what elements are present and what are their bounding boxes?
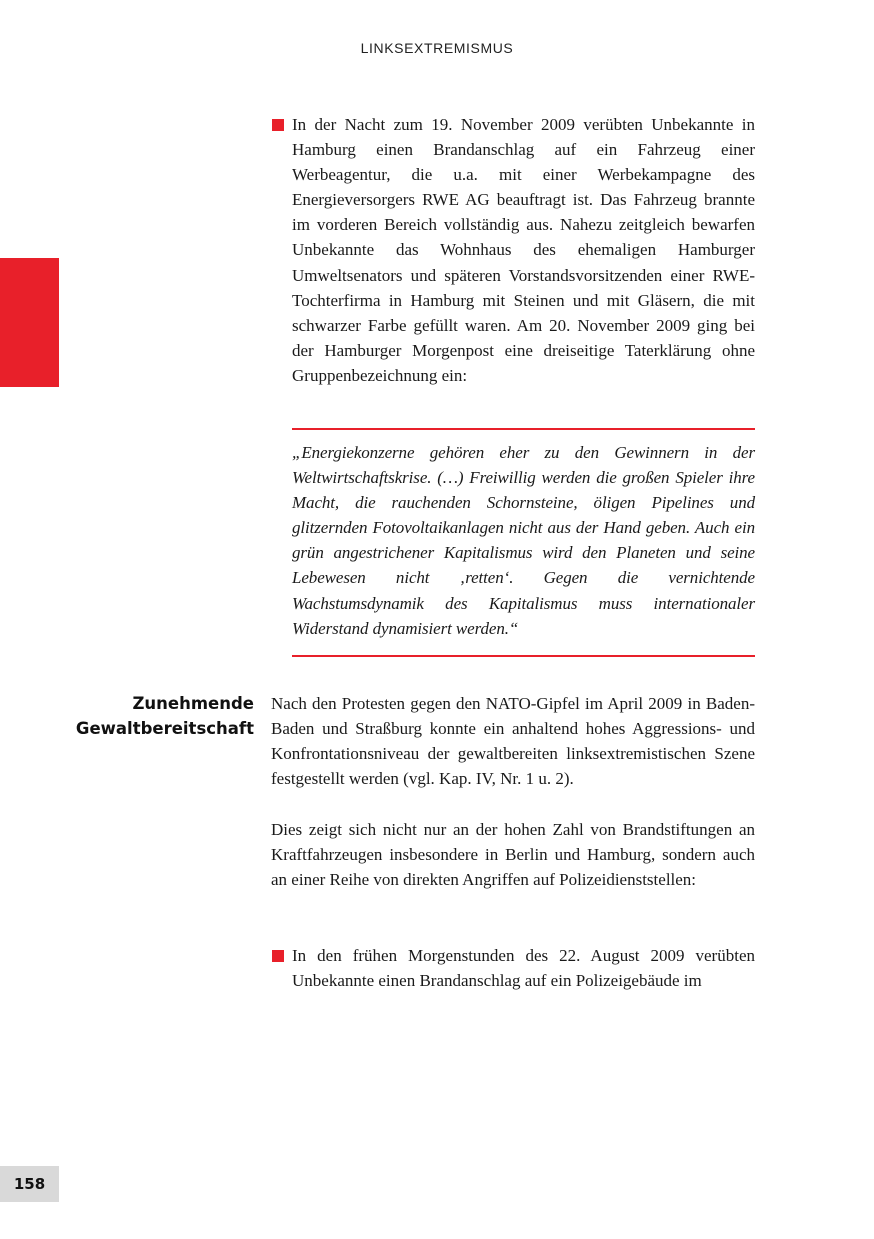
section-heading-line-1: Zunehmende <box>132 694 254 713</box>
page-number: 158 <box>0 1166 59 1202</box>
list-item-text: In der Nacht zum 19. November 2009 verübten Unbekannte in Hamburg einen Brandanschlag auf ein Fahrzeug einer Werbeagentur, die u.a. mit einer Werbekampagne des Energieversorgers RWE AG beauftragt ist. Das Fahrzeug brannte im vorderen Bereich vollständig aus. Nahezu zeitgleich bewarfen Unbekannte das Wohnhaus des ehemaligen Hamburger Umweltsenators und späteren Vorstandsvorsitzenden einer RWE-Tochterfirma in Hamburg mit Steinen und mit Gläsern, die mit schwarzer Farbe gefüllt waren. Am 20. November 2009 ging bei der Hamburger Morgenpost eine dreiseitige Taterklärung ohne Gruppenbezeichnung ein: <box>292 115 755 385</box>
blockquote <box>292 428 755 657</box>
running-head: LINKSEXTREMISMUS <box>360 40 514 56</box>
chapter-tab-marker <box>0 258 59 387</box>
list-item <box>292 112 755 388</box>
list-item <box>292 943 755 993</box>
list-item-text: In den frühen Morgenstunden des 22. August 2009 verübten Unbekannte einen Brandanschlag auf ein Polizeigebäude im <box>292 946 755 991</box>
bullet-square-icon <box>272 950 284 962</box>
section-heading-line-2: Gewaltbereitschaft <box>75 719 254 738</box>
quote-text: „Energiekonzerne gehören eher zu den Gewinnern in der Weltwirtschaftskrise. (…) Freiwillig werden die großen Spieler ihre Macht, die rauchenden Schornsteine, öligen Pipelines und glitzernden Fotovoltaikanlagen nicht aus der Hand geben. Auch ein grün angestrichener Kapitalismus wird den Planeten und seine Lebewesen nicht ‚retten‘. Gegen die vernichtende Wachstumsdynamik des Kapitalismus muss internationaler Widerstand dynamisiert werden.“ <box>292 443 755 638</box>
bullet-square-icon <box>272 119 284 131</box>
section-heading <box>60 691 254 741</box>
paragraph: Dies zeigt sich nicht nur an der hohen Zahl von Brandstiftungen an Kraftfahrzeugen insbesondere in Berlin und Hamburg, sondern auch an einer Reihe von direkten Angriffen auf Polizeidienststellen: <box>271 820 755 890</box>
paragraph: Nach den Protesten gegen den NATO-Gipfel im April 2009 in Baden-Baden und Straßburg konnte ein anhaltend hohes Aggressions- und Konfrontationsniveau der gewaltbereiten linksextremistischen Szene festgestellt werden (vgl. Kap. IV, Nr. 1 u. 2). <box>271 694 755 789</box>
